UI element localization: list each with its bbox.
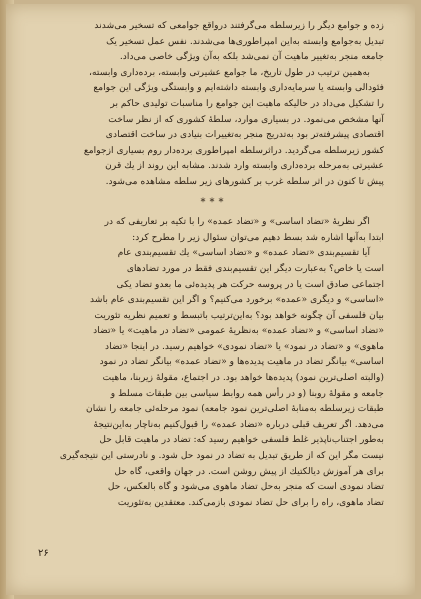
text-line: جامعه و مقولهٔ روبنا (و در رأس همه روابط سیاسی بین طبقات مسلط و — [110, 387, 384, 399]
text-line: (والبته اصلی‌ترین نمود) پدیده‌ها خواهد بود. در اجتماع، مقولهٔ زیربنا، ماهیت — [102, 372, 384, 384]
text-line: آیا تقسیم‌بندی «تضاد عمده» و «تضاد اساسی» یك تقسیم‌بندی عام — [117, 247, 370, 259]
text-line: طبقات زیرسلطه به‌منابهٔ اصلی‌ترین نمود جامعه) نمود مرحله‌ئی جامعه را نشان — [86, 403, 384, 415]
text-line: «تضاد اساسی» و «تضاد عمده» به‌نظریهٔ عمومی «تضاد در ماهیت» یا «تضاد — [93, 325, 384, 337]
text-line: برای هر آموزش دیالکتیك از پیش روشن است. در جهان واقعی، گاه حل — [114, 465, 384, 477]
text-line: اجتماعی صادق است یا در پروسه حرکت هر پدیده‌ئی ما بعدو تضاد یکی — [116, 278, 384, 290]
text-line: تبدیل به‌جوامع وابسته به‌این امپراطوری‌ها می‌شدند. نفس عمل تسخیر یک — [106, 35, 384, 47]
text-line: به‌طور اجتناب‌ناپذیر غلط فلسفی خواهیم رسید که: تضاد در ماهیت قابل حل — [99, 434, 384, 446]
text-line: «اساسی» و دیگری «عمده» برخورد می‌کنیم؟ و اگر این تقسیم‌بندی عام باشد — [90, 294, 384, 306]
top-paragraph — [44, 18, 384, 190]
text-line: ابتدا به‌آنها اشاره شد بسط دهیم می‌توان سئوال زیر را مطرح کرد: — [132, 231, 384, 243]
page-number: ۲۶ — [38, 548, 49, 559]
text-line: کشور زیرسلطه می‌گردید. دراثرسلطه امپراطوری برده‌دار روم بسیاری ازجوامع — [83, 144, 384, 156]
text-line: بیان فلسفی آن چگونه خواهد بود؟ به‌این‌ترتیب باتبسط و تعمیم نظریه تئوریت — [94, 309, 384, 321]
text-line: را تشکیل می‌داد در حالیکه ماهیت این جوامع را مناسبات تولیدی حاکم بر — [110, 97, 384, 109]
text-line: آنها مشخص می‌نمود. در بسیاری موارد، سلطهٔ کشوری که از نظر ساخت — [108, 113, 384, 125]
text-line: نیست مگر این که از طریق تبدیل به تضاد در نمود حل شود. و نادرستی این نتیجه‌گیری — [59, 450, 384, 462]
text-line: اقتصادی پیشرفته‌تر بود به‌تدریج منجر به‌تغییرات بنیادی در ساخت اقتصادی — [105, 129, 384, 141]
bottom-paragraph — [44, 214, 384, 510]
text-line: تضاد ماهوی، راه را برای حل تضاد نمودی بازمی‌کند. معتقدین به‌تئوریت — [117, 496, 384, 508]
text-line: فئودالی وابسته یا سرمایه‌داری وابسته داشته‌ایم و وابستگی ویژگی این جوامع — [93, 82, 384, 94]
text-line: است یا خاص؟ به‌عبارت دیگر این تقسیم‌بندی فقط در مورد تضادهای — [126, 262, 384, 274]
text-line: به‌همین ترتیب در طول تاریخ، ما جوامع عشیرتی وابسته، برده‌داری وابسته، — [89, 66, 370, 78]
text-line: می‌دهد. اگر تعریف قبلی درباره «تضاد عمده» را قبول‌کنیم به‌ناچار به‌این‌نتیجهٔ — [93, 418, 384, 430]
text-line: اگر نظریهٔ «تضاد اساسی» و «تضاد عمده» را با تکیه بر تعاریفی که در — [104, 216, 370, 228]
text-line: عشیرتی به‌مرحله برده‌داری وابسته وارد شدند. مشابه این روند از یك قرن — [105, 160, 384, 172]
text-line: پیش تا کنون در اثر سلطه غرب بر کشورهای زیر سلطه مشاهده می‌شود. — [105, 175, 384, 187]
text-line: اساسی» بیانگر تضاد در ماهیت پدیده‌ها و «تضاد عمده» بیانگر تضاد در نمود — [99, 356, 384, 368]
section-separator: *** — [200, 196, 228, 208]
page-body — [44, 18, 384, 510]
text-line: جامعه منجر به‌تغییر ماهیت آن نمی‌شد بلکه به‌آن ویژگی خاصی می‌داد. — [119, 51, 384, 63]
text-line: ماهوی» و «تضاد در نمود» یا «تضاد نمودی» خواهیم رسید. در اینجا «تضاد — [105, 340, 384, 352]
text-line: تضاد نمودی است که منجر به‌حل تضاد ماهوی می‌شود و گاه بالعکس، حل — [107, 481, 384, 493]
text-line: زده و جوامع دیگر را زیرسلطه می‌گرفتند درواقع جوامعی که تسخیر می‌شدند — [94, 20, 384, 31]
